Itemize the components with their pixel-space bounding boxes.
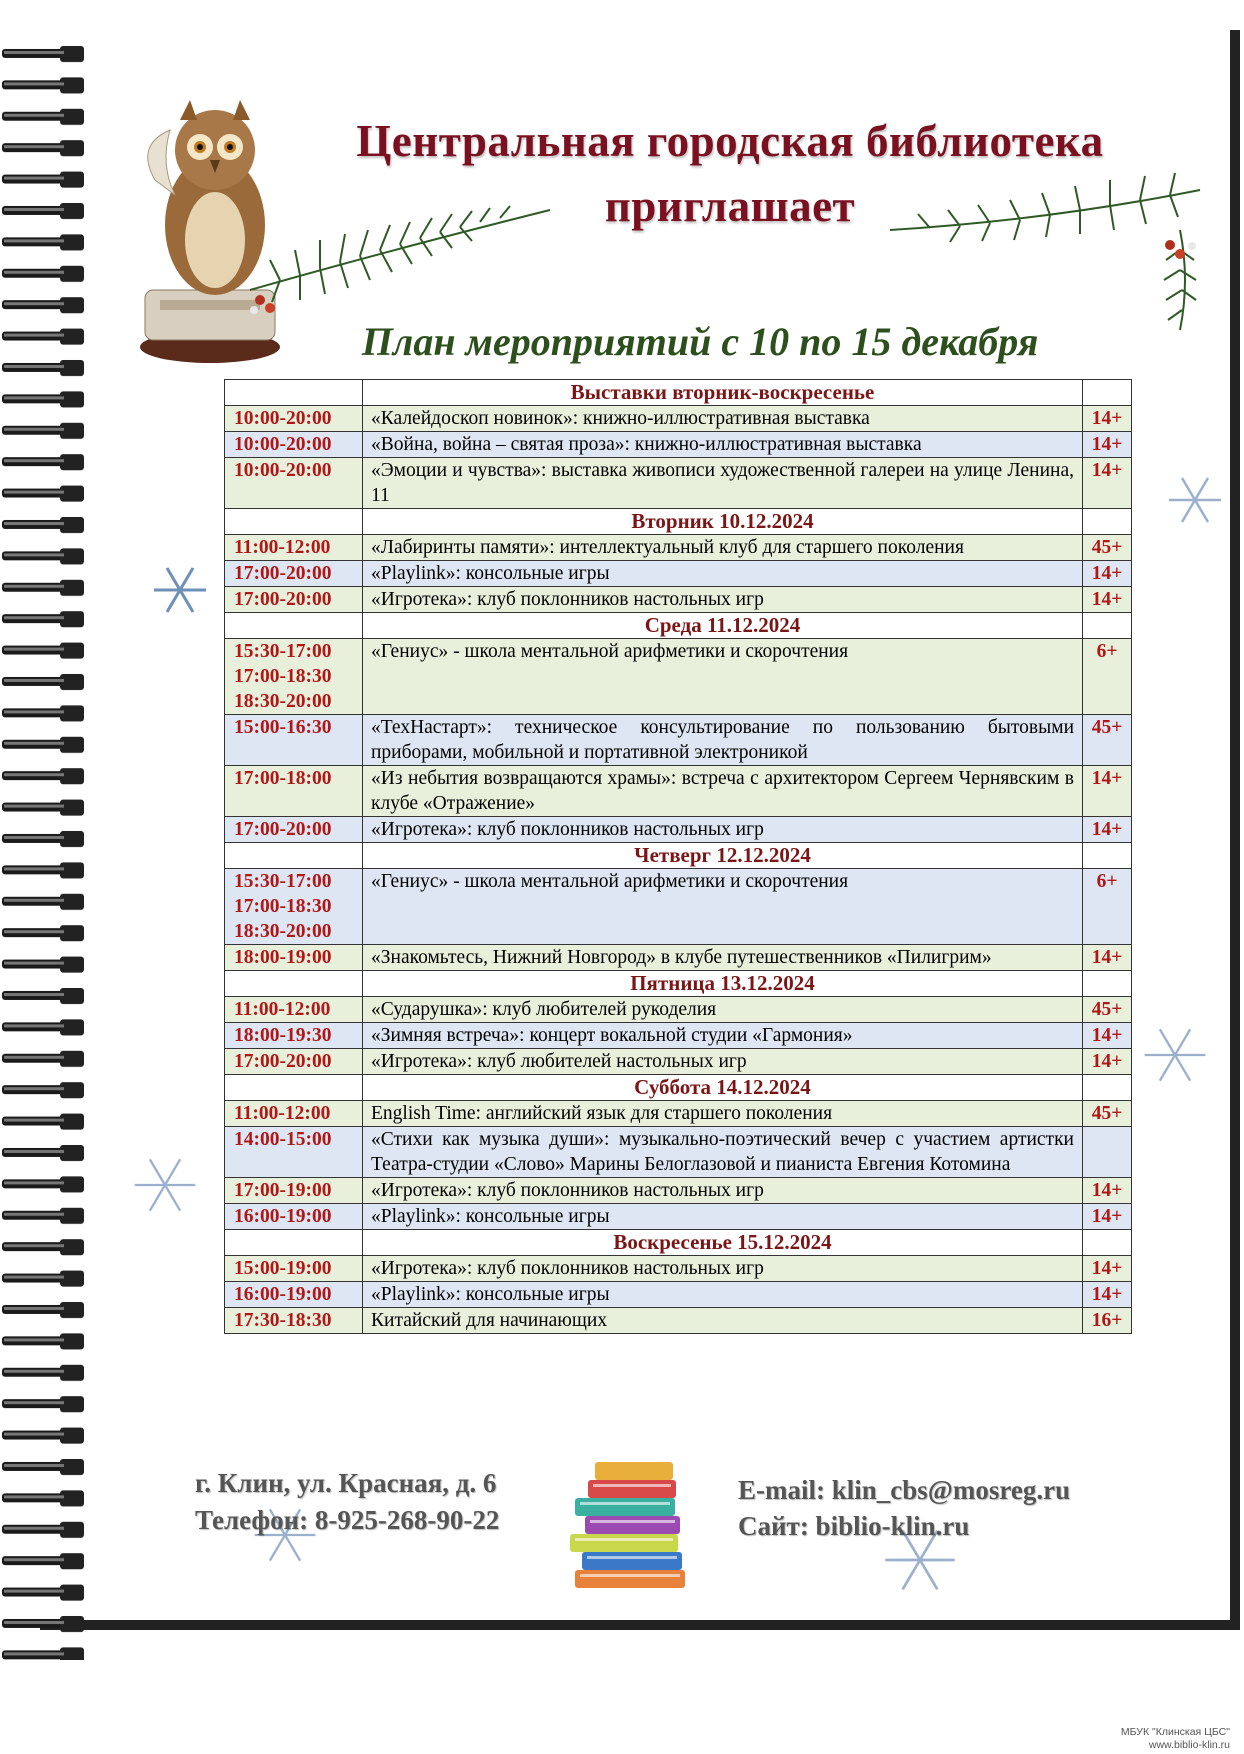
- event-time: [225, 869, 363, 945]
- event-time: 14:00-15:00: [225, 1127, 363, 1178]
- event-age-rating: 45+: [1083, 715, 1132, 766]
- book-stack-icon: [560, 1450, 700, 1600]
- event-description: «Лабиринты памяти»: интеллектуальный клуб для старшего поколения: [363, 535, 1083, 561]
- event-description: «Гениус» - школа ментальной арифметики и скорочтения: [363, 639, 1083, 715]
- contact-address: г. Клин, ул. Красная, д. 6: [195, 1468, 497, 1498]
- event-description: «Эмоции и чувства»: выставка живописи художественной галереи на улице Ленина, 11: [363, 458, 1083, 509]
- event-row: [225, 945, 1132, 971]
- day-header: Вторник 10.12.2024: [363, 509, 1083, 535]
- event-age-rating: 14+: [1083, 458, 1132, 509]
- event-time: 10:00-20:00: [225, 406, 363, 432]
- event-age-rating: 14+: [1083, 766, 1132, 817]
- poster-subtitle: План мероприятий с 10 по 15 декабря: [361, 319, 1039, 364]
- time-slot: 15:30-17:00: [234, 871, 332, 892]
- event-description: «Зимняя встреча»: концерт вокальной студии «Гармония»: [363, 1023, 1083, 1049]
- event-row: [225, 1101, 1132, 1127]
- event-time: [225, 639, 363, 715]
- event-time: 18:00-19:00: [225, 945, 363, 971]
- event-time: 17:00-20:00: [225, 561, 363, 587]
- event-age-rating: 14+: [1083, 587, 1132, 613]
- header-spacer: [1083, 971, 1132, 997]
- contact-email: E-mail: klin_cbs@mosreg.ru: [738, 1475, 1071, 1505]
- footer-note: [1121, 1726, 1230, 1752]
- event-description: English Time: английский язык для старшего поколения: [363, 1101, 1083, 1127]
- event-age-rating: 14+: [1083, 432, 1132, 458]
- header-spacer: [1083, 380, 1132, 406]
- schedule-table: [224, 379, 1132, 1334]
- event-age-rating: 14+: [1083, 1178, 1132, 1204]
- event-description: «Игротека»: клуб поклонников настольных игр: [363, 587, 1083, 613]
- time-slot: 18:30-20:00: [234, 691, 332, 712]
- event-time: 15:00-19:00: [225, 1256, 363, 1282]
- event-time: 18:00-19:30: [225, 1023, 363, 1049]
- event-time: 17:00-18:00: [225, 766, 363, 817]
- event-time: 11:00-12:00: [225, 997, 363, 1023]
- event-time: 17:00-19:00: [225, 1178, 363, 1204]
- event-age-rating: 14+: [1083, 945, 1132, 971]
- event-row: [225, 432, 1132, 458]
- event-time: 17:30-18:30: [225, 1308, 363, 1334]
- event-row: [225, 1049, 1132, 1075]
- event-time: 17:00-20:00: [225, 1049, 363, 1075]
- event-age-rating: 14+: [1083, 1282, 1132, 1308]
- pine-branch-icon: [240, 150, 560, 320]
- event-age-rating: 14+: [1083, 1023, 1132, 1049]
- time-slot: 18:30-20:00: [234, 921, 332, 942]
- event-age-rating: 14+: [1083, 1204, 1132, 1230]
- event-time: 10:00-20:00: [225, 458, 363, 509]
- snowflake-icon: [150, 560, 210, 620]
- day-header: Воскресенье 15.12.2024: [363, 1230, 1083, 1256]
- day-header: Четверг 12.12.2024: [363, 843, 1083, 869]
- event-age-rating: 14+: [1083, 561, 1132, 587]
- event-time: 16:00-19:00: [225, 1282, 363, 1308]
- event-row: [225, 406, 1132, 432]
- header-spacer: [225, 509, 363, 535]
- event-row: [225, 1282, 1132, 1308]
- footer-org: МБУК "Клинская ЦБС": [1120, 1726, 1230, 1738]
- day-header-row: [225, 380, 1132, 406]
- event-age-rating: 45+: [1083, 1101, 1132, 1127]
- contact-site: Сайт: biblio-klin.ru: [738, 1511, 970, 1541]
- day-header: Пятница 13.12.2024: [363, 971, 1083, 997]
- event-age-rating: 45+: [1083, 997, 1132, 1023]
- event-row: [225, 458, 1132, 509]
- footer-site: www.biblio-klin.ru: [1148, 1739, 1230, 1751]
- event-age-rating: 6+: [1083, 639, 1132, 715]
- event-description: «ТехНастарт»: техническое консультирование по пользованию бытовыми приборами, мобильной и портативной электроникой: [363, 715, 1083, 766]
- time-slot: 17:00-18:30: [234, 896, 332, 917]
- header-spacer: [225, 1075, 363, 1101]
- event-time: 17:00-20:00: [225, 817, 363, 843]
- snowflake-icon: [130, 1150, 200, 1220]
- event-row: [225, 1308, 1132, 1334]
- spiral-binding-icon: [0, 40, 95, 1660]
- event-description: «Playlink»: консольные игры: [363, 561, 1083, 587]
- event-description: «Playlink»: консольные игры: [363, 1282, 1083, 1308]
- event-description: «Сударушка»: клуб любителей рукоделия: [363, 997, 1083, 1023]
- day-header-row: [225, 843, 1132, 869]
- event-row: [225, 639, 1132, 715]
- header-spacer: [1083, 1075, 1132, 1101]
- event-age-rating: 14+: [1083, 1256, 1132, 1282]
- event-row: [225, 817, 1132, 843]
- event-row: [225, 587, 1132, 613]
- event-row: [225, 1127, 1132, 1178]
- header-spacer: [225, 971, 363, 997]
- day-header: Суббота 14.12.2024: [363, 1075, 1083, 1101]
- event-row: [225, 561, 1132, 587]
- header-spacer: [1083, 613, 1132, 639]
- snowflake-icon: [1140, 1020, 1210, 1090]
- event-description: «Война, война – святая проза»: книжно-иллюстративная выставка: [363, 432, 1083, 458]
- event-time: 16:00-19:00: [225, 1204, 363, 1230]
- header-spacer: [225, 1230, 363, 1256]
- header-spacer: [225, 613, 363, 639]
- header-spacer: [1083, 843, 1132, 869]
- event-description: «Playlink»: консольные игры: [363, 1204, 1083, 1230]
- event-age-rating: 45+: [1083, 535, 1132, 561]
- header-spacer: [1083, 509, 1132, 535]
- event-age-rating: 6+: [1083, 869, 1132, 945]
- event-time: 11:00-12:00: [225, 1101, 363, 1127]
- event-row: [225, 1256, 1132, 1282]
- event-description: Китайский для начинающих: [363, 1308, 1083, 1334]
- poster-title-line1: Центральная городская библиотека: [356, 116, 1104, 166]
- event-row: [225, 1204, 1132, 1230]
- day-header-row: [225, 1075, 1132, 1101]
- snowflake-icon: [1165, 470, 1225, 530]
- event-age-rating: 14+: [1083, 1049, 1132, 1075]
- day-header-row: [225, 509, 1132, 535]
- event-row: [225, 1023, 1132, 1049]
- day-header-row: [225, 613, 1132, 639]
- poster-title-line2: приглашает: [604, 181, 856, 231]
- event-row: [225, 715, 1132, 766]
- event-row: [225, 766, 1132, 817]
- event-description: «Из небытия возвращаются храмы»: встреча с архитектором Сергеем Чернявским в клубе «Отражение»: [363, 766, 1083, 817]
- event-description: «Гениус» - школа ментальной арифметики и скорочтения: [363, 869, 1083, 945]
- event-description: «Игротека»: клуб любителей настольных игр: [363, 1049, 1083, 1075]
- event-row: [225, 535, 1132, 561]
- day-header-row: [225, 1230, 1132, 1256]
- event-description: «Стихи как музыка души»: музыкально-поэтический вечер с участием артистки Театра-студии «Слово» Марины Белоглазовой и пианиста Евгения Котомина: [363, 1127, 1083, 1178]
- event-age-rating: [1083, 1127, 1132, 1178]
- event-time: 11:00-12:00: [225, 535, 363, 561]
- event-time: 15:00-16:30: [225, 715, 363, 766]
- event-description: «Знакомьтесь, Нижний Новгород» в клубе путешественников «Пилигрим»: [363, 945, 1083, 971]
- event-time: 10:00-20:00: [225, 432, 363, 458]
- header-spacer: [225, 380, 363, 406]
- time-slot: 17:00-18:30: [234, 666, 332, 687]
- header-spacer: [1083, 1230, 1132, 1256]
- day-header: Выставки вторник-воскресенье: [363, 380, 1083, 406]
- event-row: [225, 997, 1132, 1023]
- event-age-rating: 14+: [1083, 406, 1132, 432]
- event-description: «Игротека»: клуб поклонников настольных игр: [363, 1256, 1083, 1282]
- event-time: 17:00-20:00: [225, 587, 363, 613]
- event-age-rating: 16+: [1083, 1308, 1132, 1334]
- event-description: «Игротека»: клуб поклонников настольных игр: [363, 1178, 1083, 1204]
- day-header-row: [225, 971, 1132, 997]
- time-slot: 15:30-17:00: [234, 641, 332, 662]
- header-spacer: [225, 843, 363, 869]
- event-age-rating: 14+: [1083, 817, 1132, 843]
- event-row: [225, 1178, 1132, 1204]
- contact-phone: Телефон: 8-925-268-90-22: [195, 1505, 500, 1535]
- day-header: Среда 11.12.2024: [363, 613, 1083, 639]
- event-description: «Игротека»: клуб поклонников настольных игр: [363, 817, 1083, 843]
- event-description: «Калейдоскоп новинок»: книжно-иллюстративная выставка: [363, 406, 1083, 432]
- event-row: [225, 869, 1132, 945]
